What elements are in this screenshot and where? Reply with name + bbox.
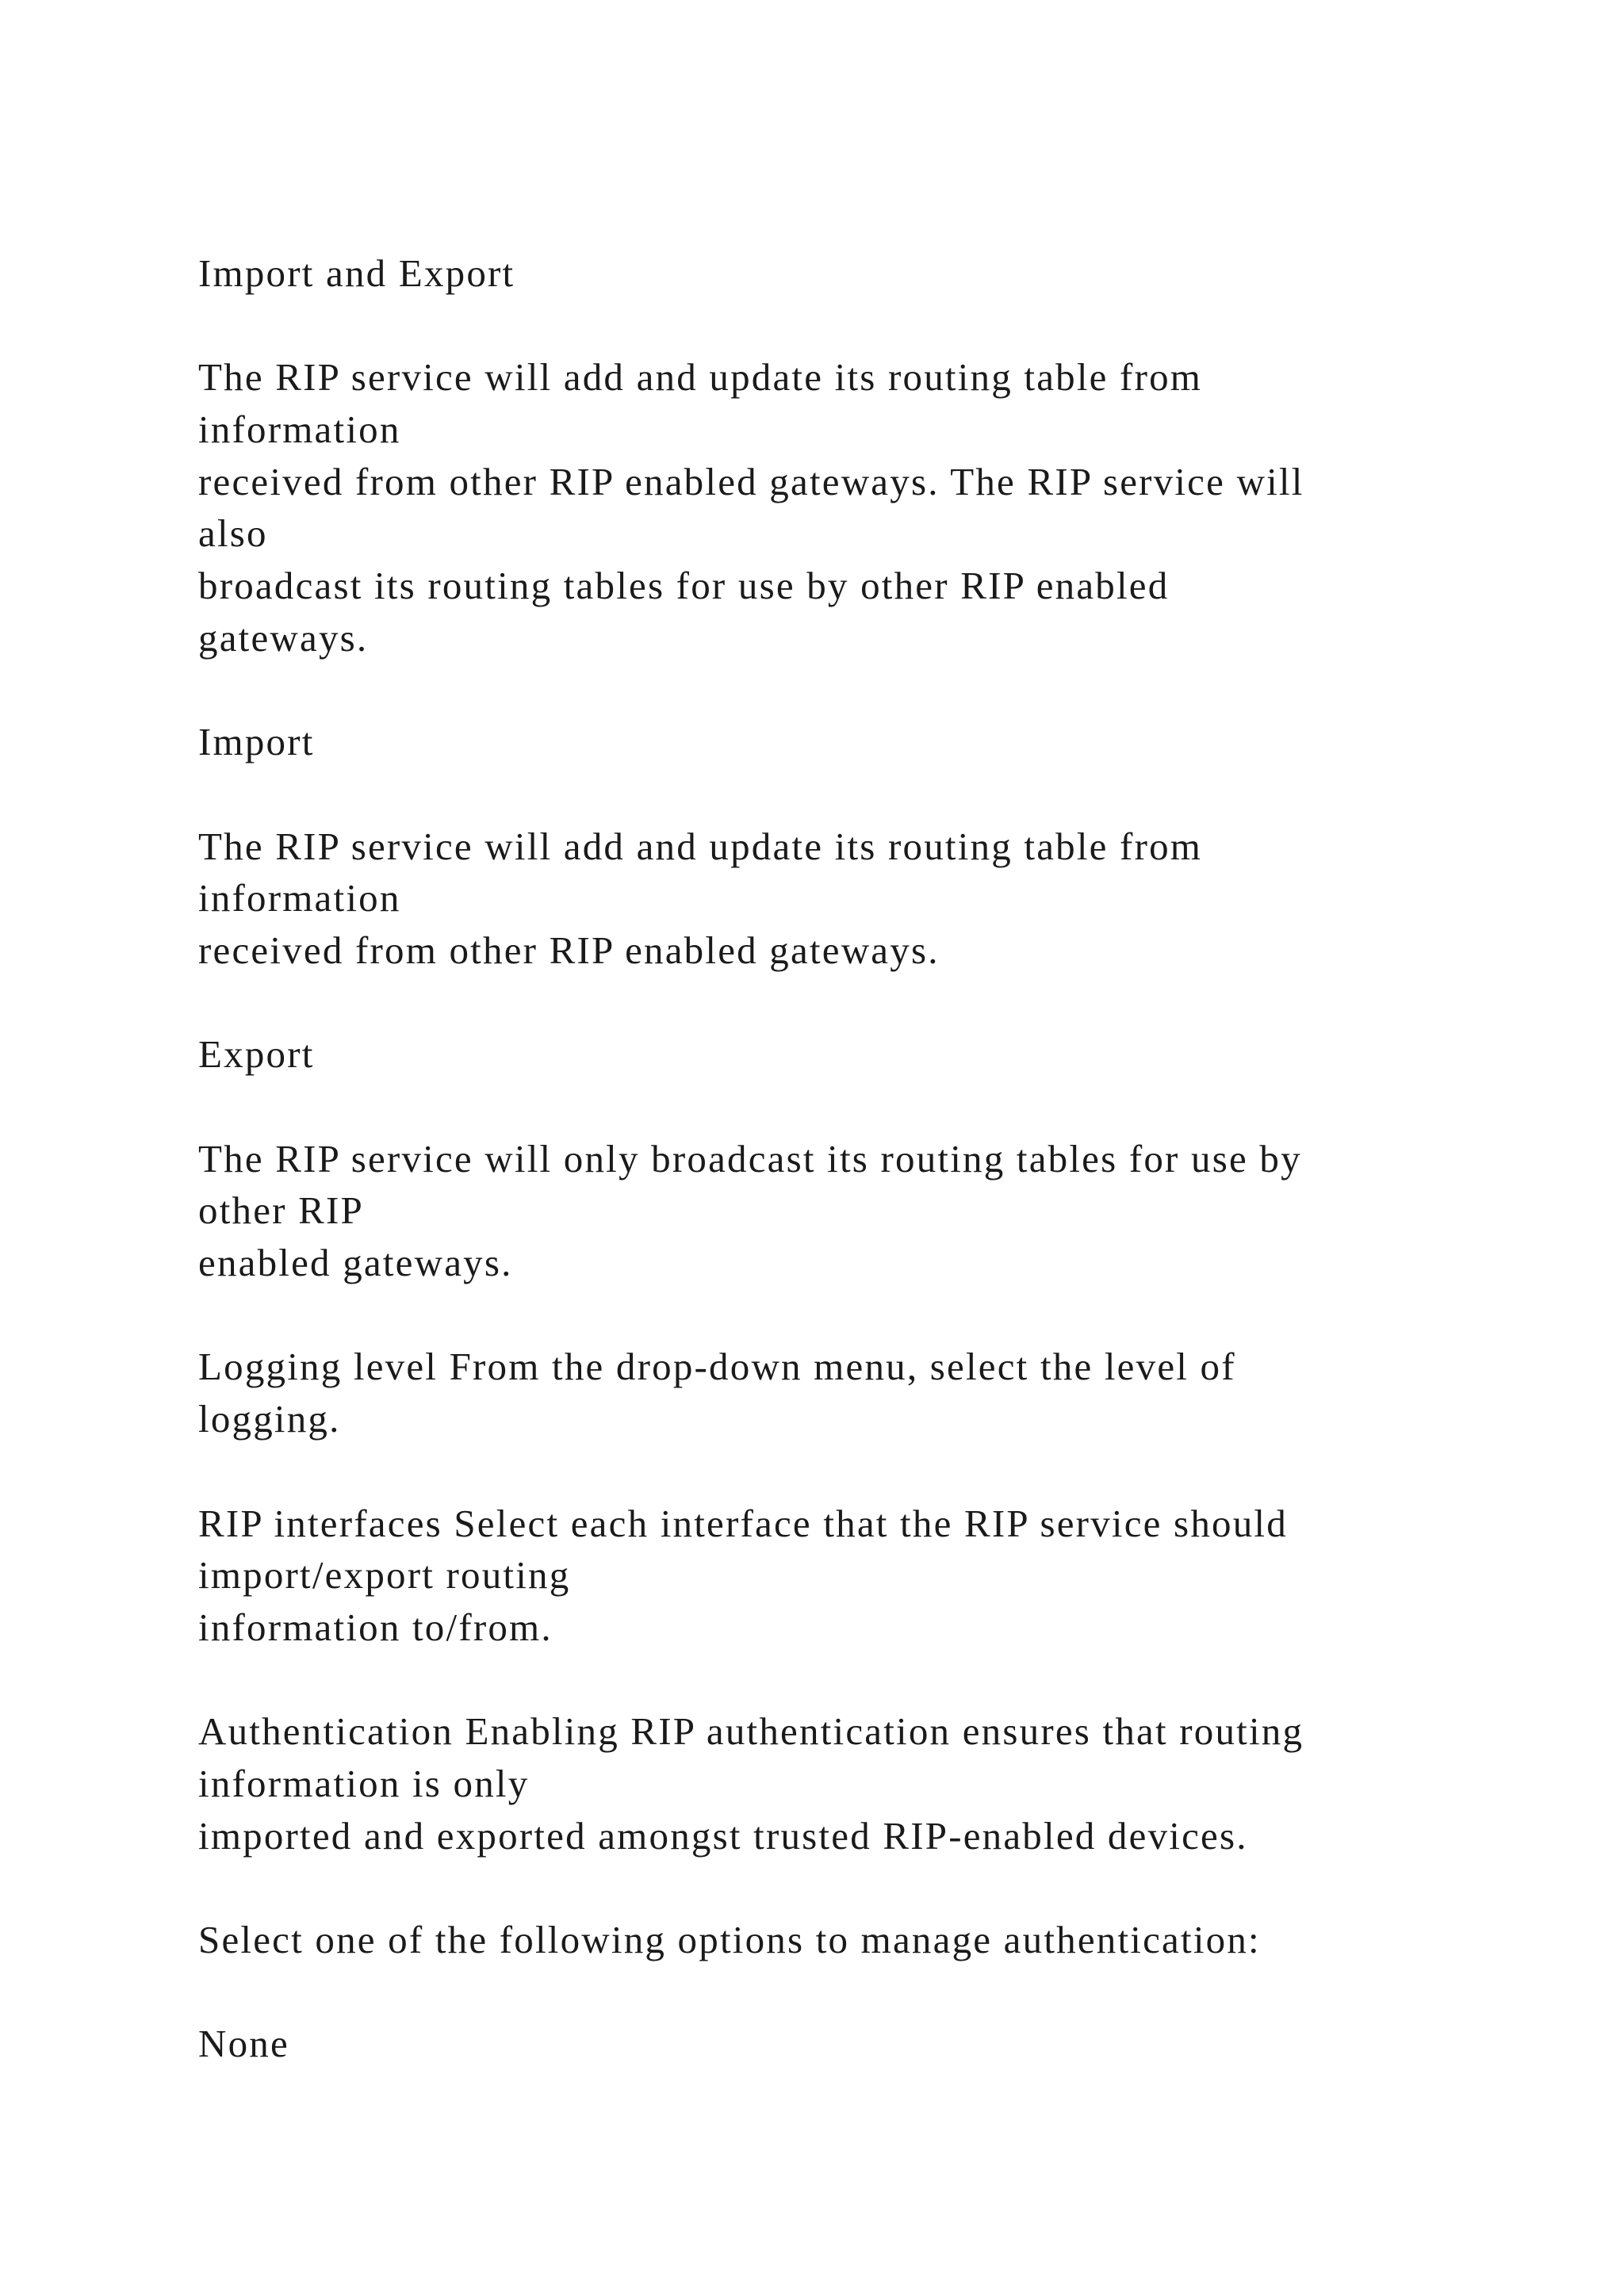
text-line: Authentication Enabling RIP authentication ensures that routing <box>198 1709 1304 1754</box>
paragraph-import <box>198 821 1467 977</box>
heading-import-and-export: Import and Export <box>198 251 515 295</box>
text-line: also <box>198 511 268 556</box>
text-line: import/export routing <box>198 1553 571 1598</box>
option-none: None <box>198 2022 289 2066</box>
text-line: The RIP service will add and update its routing table from <box>198 824 1203 868</box>
paragraph-logging-level <box>198 1341 1467 1445</box>
text-line: information is only <box>198 1761 530 1805</box>
paragraph-intro <box>198 351 1467 664</box>
text-line: other RIP <box>198 1188 364 1233</box>
heading-export: Export <box>198 1032 315 1077</box>
document-body <box>198 247 1467 2070</box>
text-line: broadcast its routing tables for use by other RIP enabled <box>198 564 1170 608</box>
text-line: information to/from. <box>198 1605 553 1649</box>
text-line: The RIP service will add and update its routing table from <box>198 355 1203 400</box>
text-line: information <box>198 408 401 452</box>
text-line: logging. <box>198 1397 341 1441</box>
text-line: imported and exported amongst trusted RIP-enabled devices. <box>198 1813 1248 1858</box>
heading-import: Import <box>198 720 315 764</box>
text-line: enabled gateways. <box>198 1241 513 1285</box>
text-line: Logging level From the drop-down menu, select the level of <box>198 1345 1236 1389</box>
paragraph-export <box>198 1133 1467 1289</box>
text-line: gateways. <box>198 615 369 660</box>
paragraph-authentication <box>198 1705 1467 1862</box>
paragraph-rip-interfaces <box>198 1498 1467 1654</box>
text-line: received from other RIP enabled gateways. <box>198 928 940 972</box>
paragraph-select-option: Select one of the following options to manage authentication: <box>198 1918 1261 1961</box>
text-line: RIP interfaces Select each interface that the RIP service should <box>198 1501 1288 1545</box>
text-line: received from other RIP enabled gateways. The RIP service will <box>198 459 1304 503</box>
text-line: The RIP service will only broadcast its routing tables for use by <box>198 1136 1302 1181</box>
text-line: information <box>198 876 401 920</box>
